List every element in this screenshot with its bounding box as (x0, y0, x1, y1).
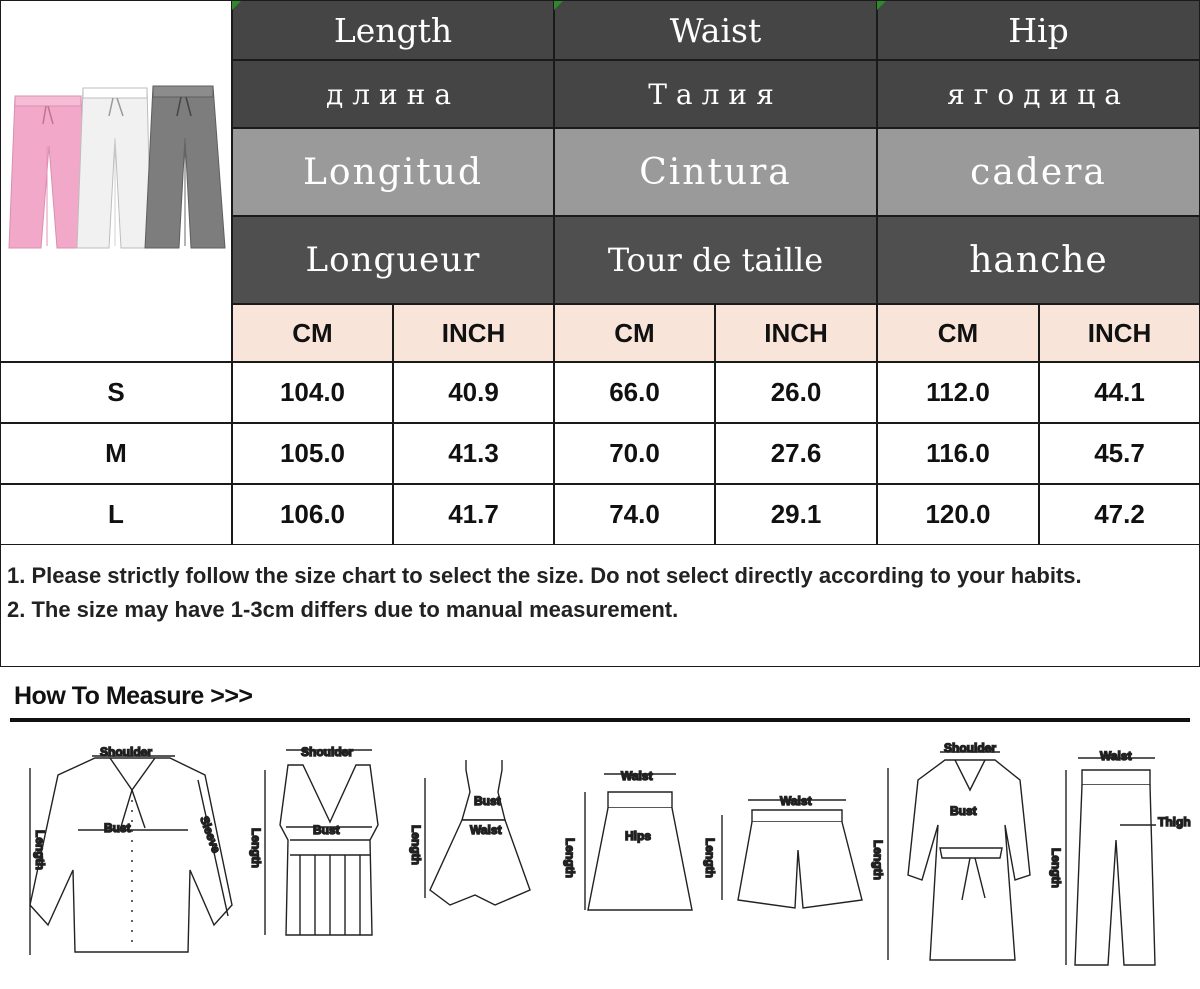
tank-top-diagram (265, 750, 378, 935)
size-label: S (0, 362, 232, 423)
grey-pants-image (145, 86, 225, 248)
table-cell: 47.2 (1039, 484, 1200, 545)
label-length: Length (249, 828, 263, 868)
label-waist: Waist (621, 769, 653, 783)
label-shoulder: Shoulder (100, 745, 153, 759)
note-2: 2. The size may have 1-3cm differs due to manual measurement. (7, 597, 679, 622)
header-length-es: Longitud (232, 128, 554, 216)
label-length: Length (1049, 848, 1063, 888)
unit-cell: INCH (1039, 304, 1200, 362)
how-to-measure-diagrams (0, 730, 1200, 989)
label-length: Length (563, 838, 577, 878)
header-hip-en: Hip (877, 0, 1200, 60)
header-waist-en: Waist (554, 0, 877, 60)
label-shoulder: Shoulder (301, 745, 354, 759)
table-cell: 41.3 (393, 423, 554, 484)
unit-cell: CM (554, 304, 715, 362)
label-waist: Waist (1100, 749, 1132, 763)
white-pants-image (77, 88, 151, 248)
unit-cell: CM (232, 304, 393, 362)
label-bust: Bust (474, 794, 501, 808)
header-hip-fr: hanche (877, 216, 1200, 304)
label-length: Length (703, 838, 717, 878)
table-cell: 66.0 (554, 362, 715, 423)
header-length-fr: Longueur (232, 216, 554, 304)
label-length: Length (33, 830, 47, 870)
pink-pants-image (9, 96, 87, 248)
table-cell: 29.1 (715, 484, 877, 545)
divider (10, 718, 1190, 722)
table-cell: 27.6 (715, 423, 877, 484)
header-hip-es: cadera (877, 128, 1200, 216)
unit-cell: INCH (715, 304, 877, 362)
trousers-diagram (1066, 758, 1156, 965)
label-bust: Bust (104, 821, 131, 835)
product-photo (1, 76, 231, 276)
table-cell: 70.0 (554, 423, 715, 484)
header-length-en: Length (232, 0, 554, 60)
blouse-diagram (30, 756, 232, 955)
table-cell: 74.0 (554, 484, 715, 545)
table-cell: 104.0 (232, 362, 393, 423)
header-waist-es: Cintura (554, 128, 877, 216)
header-waist-fr: Tour de taille (554, 216, 877, 304)
table-cell: 105.0 (232, 423, 393, 484)
unit-cell: CM (877, 304, 1039, 362)
label-hips: Hips (625, 829, 652, 843)
table-cell: 40.9 (393, 362, 554, 423)
unit-cell: INCH (393, 304, 554, 362)
table-cell: 112.0 (877, 362, 1039, 423)
note-1: 1. Please strictly follow the size chart to select the size. Do not select directly according to your habits. (7, 563, 1082, 588)
shorts-diagram (722, 800, 862, 908)
header-hip-ru: ягодица (877, 60, 1200, 128)
header-length-ru: длина (232, 60, 554, 128)
label-bust: Bust (950, 804, 977, 818)
label-thigh: Thigh (1158, 815, 1191, 829)
table-cell: 26.0 (715, 362, 877, 423)
corner-mark (554, 1, 563, 10)
label-waist: Waist (470, 823, 502, 837)
table-cell: 44.1 (1039, 362, 1200, 423)
label-length: Length (409, 825, 423, 865)
table-cell: 41.7 (393, 484, 554, 545)
corner-mark (877, 1, 886, 10)
header-waist-ru: Талия (554, 60, 877, 128)
label-bust: Bust (313, 823, 340, 837)
table-cell: 116.0 (877, 423, 1039, 484)
size-label: M (0, 423, 232, 484)
corner-mark (232, 1, 241, 10)
how-to-measure-title: How To Measure >>> (14, 682, 253, 710)
label-sleeve: Sleeve (197, 814, 224, 855)
product-photo-cell (0, 0, 232, 362)
label-shoulder: Shoulder (944, 741, 997, 755)
label-length: Length (871, 840, 885, 880)
coat-dress-diagram (888, 752, 1030, 960)
table-cell: 106.0 (232, 484, 393, 545)
table-cell: 120.0 (877, 484, 1039, 545)
label-waist: Waist (780, 794, 812, 808)
size-label: L (0, 484, 232, 545)
size-notes (0, 545, 1200, 667)
table-cell: 45.7 (1039, 423, 1200, 484)
